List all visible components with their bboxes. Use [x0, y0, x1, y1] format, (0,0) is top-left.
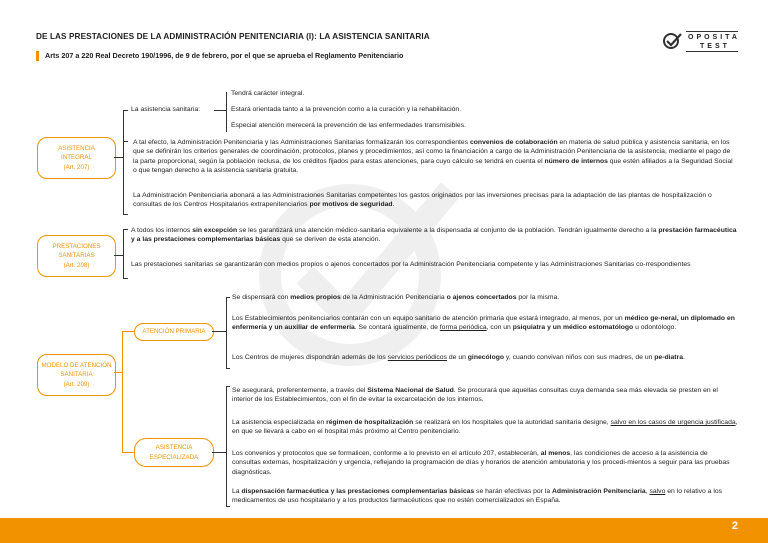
tick-integral-1: [123, 110, 128, 111]
box-prestaciones-sanitarias: [37, 235, 116, 277]
box-modelo-line1: MODELO DE ATENCIÓN: [41, 362, 112, 370]
box-prestaciones-line1: PRESTACIONES: [52, 243, 101, 251]
integral-paragraph-2: La Administración Penitenciaria abonará a las Administraciones Sanitarias competentes los gastos originados por las inversiones precisas para la adaptación de las plantas de hospitalización o consultas de los Centros Hospitalarios extrapenitenciarios por motivos de seguridad.: [133, 192, 712, 209]
especializada-paragraph-4: La dispensación farmacéutica y las prestaciones complementarias básicas se harán efectivas por la Administración Penitenciaria, salvo en lo relativo a los medicamentos de uso hospitalario y a los productos farmacéuticos que no estén comercializados en España.: [232, 488, 723, 505]
connector-primaria-items: [212, 331, 226, 332]
bracket-modelo: [122, 331, 123, 452]
subtitle-accent-bar: [36, 51, 39, 61]
primaria-paragraph-2: Los Establecimientos penitenciarios contarán con un equipo sanitario de atención primaria que estará integrado, al menos, por un médico ge-neral, un diplomado en enfermería y un auxiliar de enfermería. Se contará igualmente, de forma periódica, con un psiquiatra y un médico estomatólogo u odontólogo.: [232, 315, 735, 332]
especializada-paragraph-2: La asistencia especializada en régimen de hospitalización se realizará en los hospitales que la autoridad sanitaria designe, salvo en los casos de urgencia justificada, en que se llevará a cabo en el hospital más próximo al Centro penitenciario.: [232, 419, 738, 436]
tick-especializada-2: [226, 506, 230, 507]
footer-bar: [0, 518, 768, 543]
page-title: DE LAS PRESTACIONES DE LA ADMINISTRACIÓN PENITENCIARIA (I): LA ASISTENCIA SANITARIA: [36, 32, 430, 41]
prestaciones-paragraph-1: A todos los internos sin excepción se les garantizará una atención médico-sanitaria equivalente a la dispensada al conjunto de la población. Tendrán igualmente derecho a la prestación farmacéutica y a las prestaciones complementarias básicas que se deriven de esta atención.: [131, 227, 737, 244]
connector-especializada-items: [212, 452, 226, 453]
box-integral-line2: INTEGRAL: [61, 154, 92, 162]
bracket-integral-items: [226, 92, 227, 132]
tick-primaria-1: [226, 297, 230, 298]
primaria-paragraph-3: Los Centros de mujeres dispondrán además de los servicios periódicos de un ginecólogo y, cuando convivan niños con sus madres, de un pe-diatra.: [232, 354, 685, 361]
box-atencion-primaria: [134, 323, 214, 341]
integral-label: La asistencia sanitaria:: [131, 106, 201, 113]
bracket-integral: [123, 110, 124, 215]
box-especializada-line1: ASISTENCIA: [155, 444, 193, 452]
connector-primaria: [122, 331, 134, 332]
tick-integral-3: [123, 214, 128, 215]
integral-paragraph-1: A tal efecto, la Administración Penitenciaria y las Administraciones Sanitarias formalizarán los correspondientes convenios de colaboración en materia de salud pública y asistencia sanitaria, en los que se definirán los criterios generales de coordinación, protocolos, planes y procedimientos, así como la financiación a cargo de la Administración Penitenciaria de la asistencia, mediante el pago de la parte proporcional, según la población reclusa, de los créditos fijados para estas atenciones, para cuyo cálculo se tendrá en cuenta el número de internos que estén afiliados a la Seguridad Social o que tengan derecho a la asistencia sanitaria gratuita.: [133, 139, 733, 175]
page-number: 2: [731, 520, 738, 532]
check-circle-logo-icon: [662, 31, 684, 51]
especializada-paragraph-1: Se asegurará, preferentemente, a través del Sistema Nacional de Salud. Se procurará que aquellas consultas cuya demanda sea más elevada se presten en el interior de los Establecimientos, con el fin de evitar la excarcelación de los internos.: [232, 387, 718, 404]
box-integral-ref: (Art. 207): [63, 163, 90, 171]
box-prestaciones-ref: (Art. 208): [63, 261, 90, 269]
integral-item-2: Estará orientada tanto a la prevención como a la curación y la rehabilitación.: [231, 106, 462, 113]
connector-prestaciones: [114, 255, 123, 256]
box-asistencia-integral: [37, 137, 116, 179]
primaria-paragraph-1: Se dispensará con medios propios de la Administración Penitenciaria o ajenos concertados por la misma.: [232, 294, 560, 301]
box-modelo-atencion: [37, 354, 116, 396]
box-integral-line1: ASISTENCIA: [58, 145, 95, 153]
bracket-primaria: [226, 297, 227, 369]
box-asistencia-especializada: [134, 438, 214, 467]
box-prestaciones-line2: SANITARIAS: [58, 252, 95, 260]
integral-item-1: Tendrá carácter integral.: [231, 90, 305, 97]
connector-especializada: [122, 452, 134, 453]
logo-rule-top: [686, 31, 738, 32]
connector-integral: [114, 157, 123, 158]
bracket-especializada: [226, 386, 227, 507]
logo-text-top: OPOSITA: [688, 34, 740, 41]
tick-prestaciones-1: [123, 229, 128, 230]
page-subtitle: Arts 207 a 220 Real Decreto 190/1996, de 9 de febrero, por el que se aprueba el Reglamento Penitenciario: [45, 51, 404, 60]
tick-primaria-2: [226, 368, 230, 369]
prestaciones-paragraph-2: Las prestaciones sanitarias se garantizarán con medios propios o ajenos concertados por la Administración Penitenciaria competente y las Administraciones Sanitarias co-rrespondientes: [131, 261, 691, 268]
tick-integral-2: [123, 141, 128, 142]
box-especializada-line2: ESPECIALIZADA: [149, 453, 199, 461]
connector-integral-items: [214, 110, 226, 111]
connector-modelo: [114, 372, 122, 373]
tick-prestaciones-2: [123, 278, 128, 279]
especializada-paragraph-3: Los convenios y protocolos que se formalicen, conforme a lo previsto en el artículo 207, establecerán, al menos, las condiciones de acceso a la asistencia de consultas externas, hospitalización y urgencia, reflejando la programación de días y horarios de atención ambulatoria y los procedi-mientos a seguir para las pruebas diagnósticas.: [232, 450, 730, 476]
integral-item-3: Especial atención merecerá la prevención de las enfermedades transmisibles.: [231, 122, 466, 129]
box-modelo-ref: (Art. 209): [63, 380, 90, 388]
tick-especializada-1: [226, 386, 230, 387]
logo-rule-bottom: [686, 51, 738, 52]
box-modelo-line2: SANITARIA: [60, 371, 93, 379]
box-primaria-label: ATENCIÓN PRIMARIA: [142, 328, 206, 336]
bracket-prestaciones: [123, 229, 124, 279]
logo-text-bottom: TEST: [700, 43, 730, 50]
